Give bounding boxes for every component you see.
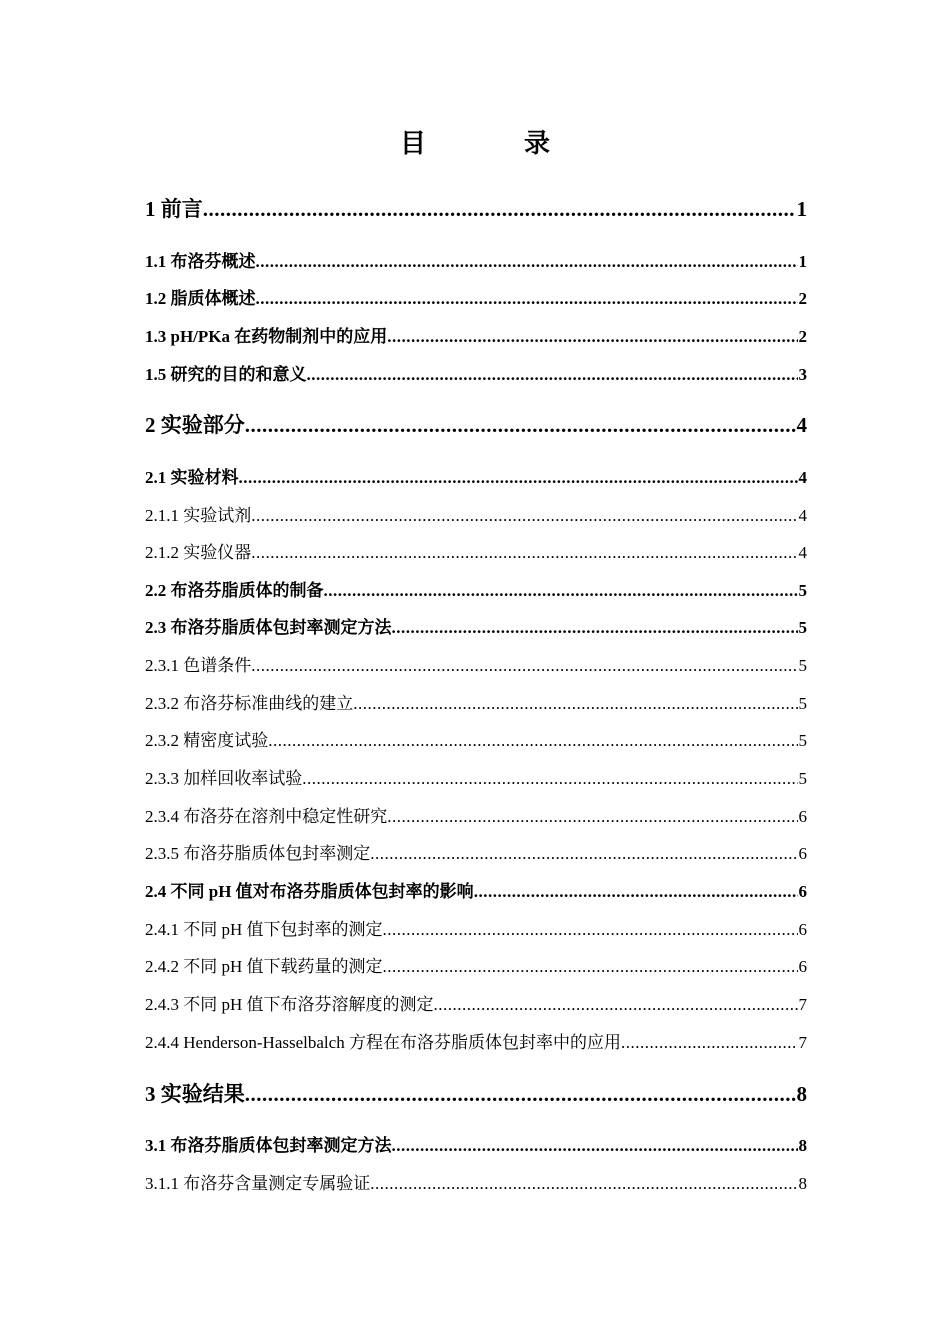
toc-entry-2-3-2b[interactable] xyxy=(145,729,807,753)
toc-entry-label: 2 实验部分 xyxy=(145,413,245,437)
toc-entry-page: 3 xyxy=(798,365,807,384)
toc-entry-label: 1.3 pH/PKa 在药物制剂中的应用 xyxy=(145,327,388,346)
dot-leader xyxy=(251,541,797,565)
dot-leader xyxy=(474,880,798,904)
toc-entry-label: 2.2 布洛芬脂质体的制备 xyxy=(145,581,324,600)
toc-entry-page: 2 xyxy=(798,327,807,346)
toc-entry-2-3-4[interactable] xyxy=(145,805,807,829)
toc-entry-label: 2.3.2 精密度试验 xyxy=(145,731,269,750)
dot-leader xyxy=(392,616,798,640)
toc-entry-label: 2.3.2 布洛芬标准曲线的建立 xyxy=(145,694,354,713)
dot-leader xyxy=(256,250,798,274)
dot-leader xyxy=(387,805,797,829)
dot-leader xyxy=(387,325,797,349)
toc-entry-label: 2.4.2 不同 pH 值下载药量的测定 xyxy=(145,957,383,976)
toc-entry-2-4-4[interactable] xyxy=(145,1031,807,1055)
dot-leader xyxy=(251,504,797,528)
toc-entry-label: 2.3.4 布洛芬在溶剂中稳定性研究 xyxy=(145,807,388,826)
toc-entry-page: 6 xyxy=(798,844,807,863)
toc-entry-label: 2.4 不同 pH 值对布洛芬脂质体包封率的影响 xyxy=(145,882,474,901)
toc-entry-label: 2.4.1 不同 pH 值下包封率的测定 xyxy=(145,920,383,939)
toc-entry-page: 8 xyxy=(798,1136,807,1155)
dot-leader xyxy=(251,654,797,678)
toc-entry-label: 2.3 布洛芬脂质体包封率测定方法 xyxy=(145,618,392,637)
toc-entry-label: 2.4.3 不同 pH 值下布洛芬溶解度的测定 xyxy=(145,995,434,1014)
toc-entry-2-3[interactable] xyxy=(145,616,807,640)
dot-leader xyxy=(203,195,796,223)
toc-entry-page: 1 xyxy=(796,197,807,221)
toc-entry-1[interactable] xyxy=(145,195,807,223)
toc-entry-page: 6 xyxy=(798,957,807,976)
toc-entry-2-3-3[interactable] xyxy=(145,767,807,791)
toc-entry-2-4-3[interactable] xyxy=(145,993,807,1017)
toc-entry-page: 6 xyxy=(798,920,807,939)
toc-entry-page: 5 xyxy=(798,656,807,675)
toc-entry-page: 7 xyxy=(798,995,807,1014)
toc-entry-2-4[interactable] xyxy=(145,880,807,904)
toc-entry-label: 1.2 脂质体概述 xyxy=(145,289,256,308)
toc-entry-page: 5 xyxy=(798,618,807,637)
toc-entry-page: 8 xyxy=(798,1174,807,1193)
dot-leader xyxy=(392,1134,798,1158)
toc-entry-label: 2.3.5 布洛芬脂质体包封率测定 xyxy=(145,844,371,863)
dot-leader xyxy=(434,993,798,1017)
toc-entry-page: 5 xyxy=(798,769,807,788)
toc-entry-label: 1 前言 xyxy=(145,197,203,221)
toc-entry-label: 3.1 布洛芬脂质体包封率测定方法 xyxy=(145,1136,392,1155)
toc-entry-label: 2.4.4 Henderson-Hasselbalch 方程在布洛芬脂质体包封率中的应用 xyxy=(145,1033,621,1052)
toc-entry-2-2[interactable] xyxy=(145,579,807,603)
toc-entry-page: 7 xyxy=(798,1033,807,1052)
dot-leader xyxy=(307,363,798,387)
toc-entry-page: 4 xyxy=(798,506,807,525)
toc-entry-2-1-1[interactable] xyxy=(145,504,807,528)
toc-entry-3-1-1[interactable] xyxy=(145,1172,807,1196)
toc-entry-page: 4 xyxy=(796,413,807,437)
toc-entry-2[interactable] xyxy=(145,411,807,439)
toc-entry-2-3-5[interactable] xyxy=(145,842,807,866)
toc-entry-label: 3.1.1 布洛芬含量测定专属验证 xyxy=(145,1174,371,1193)
dot-leader xyxy=(245,411,796,439)
toc-entry-1-2[interactable] xyxy=(145,287,807,311)
toc-entry-page: 5 xyxy=(798,731,807,750)
toc-entry-page: 4 xyxy=(798,543,807,562)
dot-leader xyxy=(353,692,797,716)
toc-entry-label: 3 实验结果 xyxy=(145,1082,245,1106)
toc-entry-page: 5 xyxy=(798,694,807,713)
dot-leader xyxy=(256,287,798,311)
toc-entry-1-5[interactable] xyxy=(145,363,807,387)
dot-leader xyxy=(383,955,798,979)
toc-entry-label: 2.1.1 实验试剂 xyxy=(145,506,252,525)
toc-entry-2-1-2[interactable] xyxy=(145,541,807,565)
toc-entry-1-1[interactable] xyxy=(145,250,807,274)
dot-leader xyxy=(370,1172,797,1196)
dot-leader xyxy=(245,1080,796,1108)
dot-leader xyxy=(383,918,798,942)
toc-entry-label: 2.1.2 实验仪器 xyxy=(145,543,252,562)
dot-leader xyxy=(268,729,797,753)
toc-entry-page: 8 xyxy=(796,1082,807,1106)
toc-entry-2-4-2[interactable] xyxy=(145,955,807,979)
dot-leader xyxy=(621,1031,798,1055)
toc-entry-label: 2.3.3 加样回收率试验 xyxy=(145,769,303,788)
toc-entry-label: 1.1 布洛芬概述 xyxy=(145,252,256,271)
toc-entry-2-1[interactable] xyxy=(145,466,807,490)
toc-entry-page: 5 xyxy=(798,581,807,600)
toc-entry-3-1[interactable] xyxy=(145,1134,807,1158)
page-title: 目 录 xyxy=(399,129,586,158)
toc-entry-page: 6 xyxy=(798,807,807,826)
toc-entry-label: 2.1 实验材料 xyxy=(145,468,239,487)
toc-entry-page: 4 xyxy=(798,468,807,487)
toc-entry-2-3-2a[interactable] xyxy=(145,692,807,716)
dot-leader xyxy=(239,466,798,490)
toc-entry-3[interactable] xyxy=(145,1080,807,1108)
toc-entry-2-4-1[interactable] xyxy=(145,918,807,942)
toc-entry-page: 6 xyxy=(798,882,807,901)
dot-leader xyxy=(302,767,797,791)
dot-leader xyxy=(370,842,797,866)
toc-entry-page: 2 xyxy=(798,289,807,308)
toc-entry-page: 1 xyxy=(798,252,807,271)
toc-entry-label: 2.3.1 色谱条件 xyxy=(145,656,252,675)
toc-entry-label: 1.5 研究的目的和意义 xyxy=(145,365,307,384)
dot-leader xyxy=(324,579,798,603)
toc-entry-1-3[interactable] xyxy=(145,325,807,349)
toc-entry-2-3-1[interactable] xyxy=(145,654,807,678)
